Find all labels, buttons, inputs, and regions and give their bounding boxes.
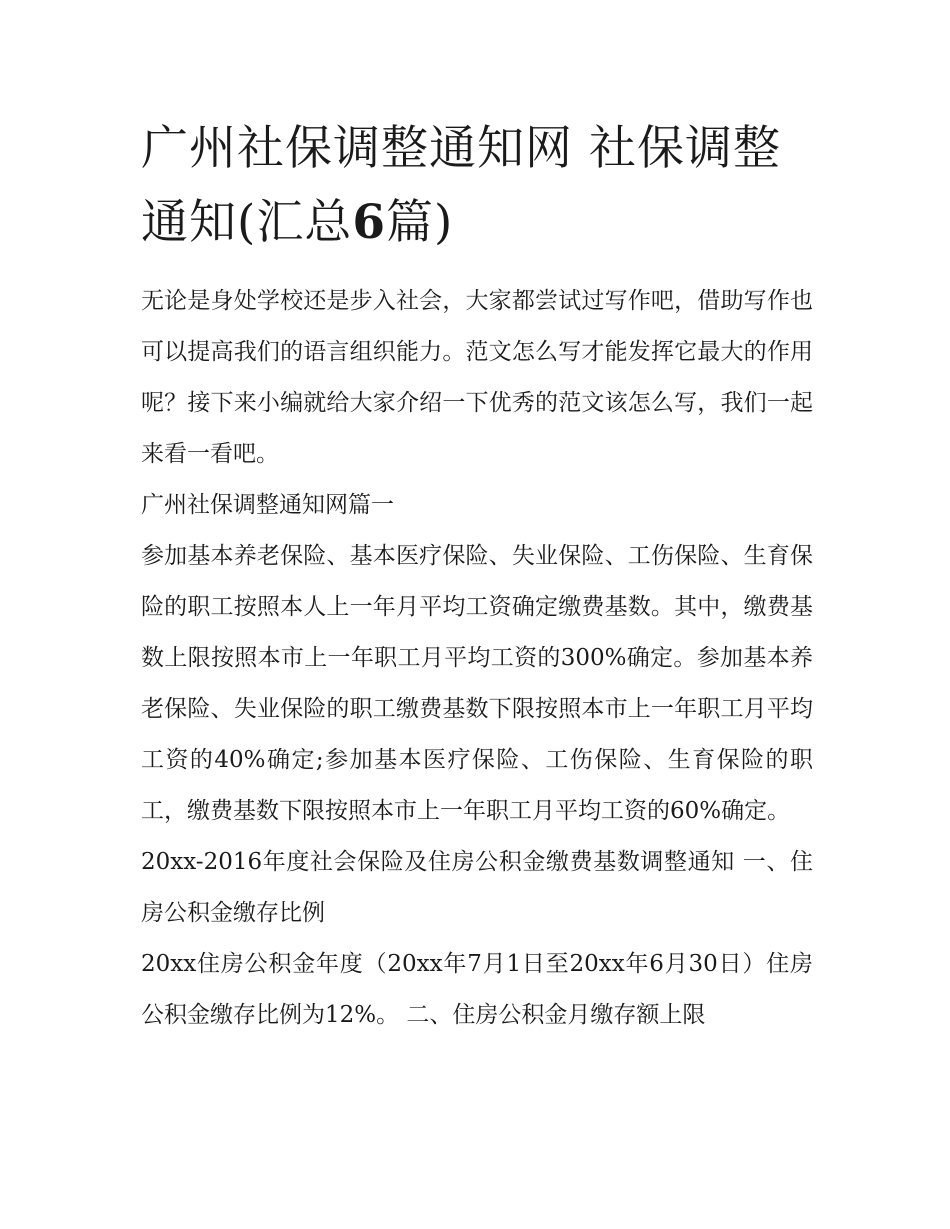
contribution-base-paragraph: 参加基本养老保险、基本医疗保险、失业保险、工伤保险、生育保险的职工按照本人上一年月平均工资确定缴费基数。其中，缴费基数上限按照本市上一年职工月平均工资的300%确定。参加基本养老保险、失业保险的职工缴费基数下限按照本市上一年职工月平均工资的40%确定;参加基本医疗保险、工伤保险、生育保险的职工，缴费基数下限按照本市上一年职工月平均工资的60%确定。	[141, 543, 813, 824]
document-page	[141, 112, 813, 1041]
section-heading-1: 广州社保调整通知网篇一	[141, 492, 394, 518]
housing-fund-paragraph: 20xx住房公积金年度（20xx年7月1日至20xx年6月30日）住房公积金缴存比例为12%。 二、住房公积金月缴存额上限	[141, 951, 813, 1028]
document-title	[141, 112, 813, 260]
intro-paragraph: 无论是身处学校还是步入社会，大家都尝试过写作吧，借助写作也可以提高我们的语言组织能力。范文怎么写才能发挥它最大的作用呢？接下来小编就给大家介绍一下优秀的范文该怎么写，我们一起来看一看吧。	[141, 288, 813, 467]
title-text-main: 广州社保调整通知网 社保调整通知(汇总	[141, 121, 781, 250]
title-number: 6	[352, 195, 387, 250]
adjustment-notice-paragraph: 20xx-2016年度社会保险及住房公积金缴费基数调整通知 一、住房公积金缴存比例	[141, 849, 813, 926]
title-text-end: 篇)	[386, 195, 454, 250]
document-body	[141, 276, 813, 1041]
